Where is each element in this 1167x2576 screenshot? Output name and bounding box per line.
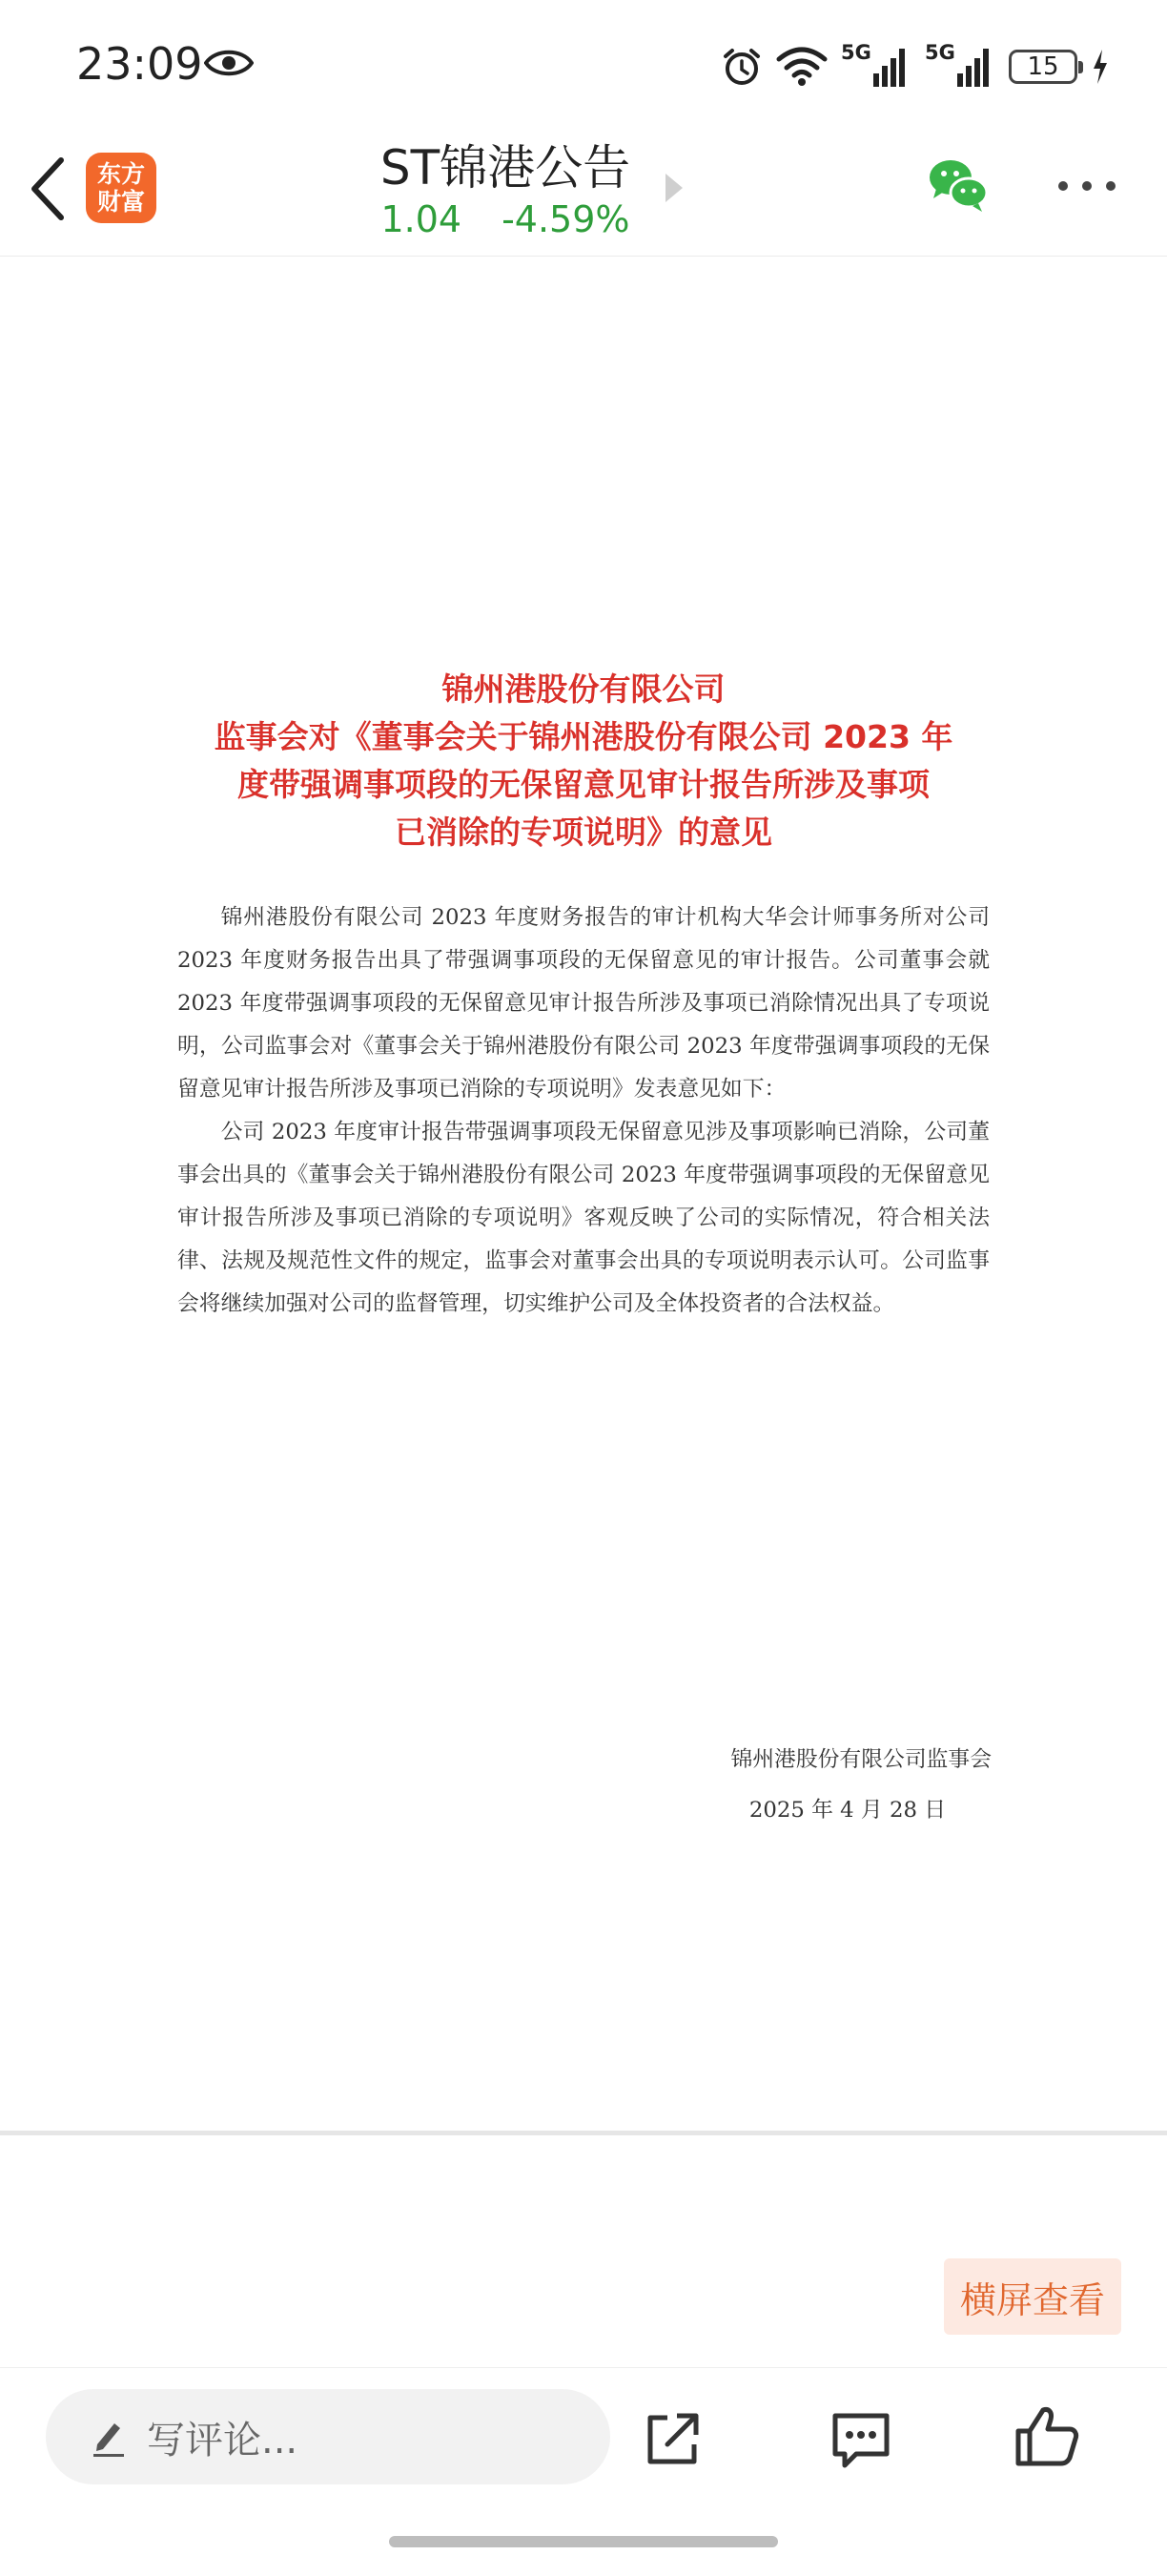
wechat-icon — [925, 151, 992, 217]
more-options-button[interactable] — [1054, 172, 1120, 200]
logo-line-2: 财富 — [96, 188, 145, 216]
status-bar — [0, 0, 1167, 124]
charging-bolt-icon — [1091, 48, 1110, 86]
body-paragraph: 公司 2023 年度审计报告带强调事项段无保留意见涉及事项影响已消除，公司董事会出具的《董事会关于锦州港股份有限公司 2023 年度带强调事项段的无保留意见审计报告所涉及事项已消除的专项说明》客观反映了公司的实际情况，符合相关法律、法规及规范性文件的规定，监事会对董事会出具的专项说明表示认可。公司监事会将继续加强对公司的监督管理，切实维护公司及全体投资者的合法权益。 — [177, 1120, 990, 1316]
signal-bars-icon — [925, 45, 995, 89]
status-time: 23:09 — [76, 38, 203, 90]
alarm-icon — [721, 46, 763, 88]
cellular-signal-2 — [925, 41, 995, 89]
document-title-line: 度带强调事项段的无保留意见审计报告所涉及事项 — [237, 766, 930, 803]
document-title — [162, 666, 1005, 856]
document-body — [177, 896, 990, 1326]
stock-change: -4.59% — [502, 198, 630, 240]
announcement-document — [0, 258, 1167, 2134]
like-button[interactable] — [1013, 2402, 1081, 2471]
body-paragraph: 锦州港股份有限公司 2023 年度财务报告的审计机构大华会计师事务所对公司 2023 年度财务报告出具了带强调事项段的无保留意见的审计报告。公司董事会就 2023 年度带强调事项段的无保留意见审计报告所涉及事项已消除情况出具了专项说明，公司监事会对《董事会关于锦州港股份有限公司 2023 年度带强调事项段的无保留意见审计报告所涉及事项已消除的专项说明》发表意见如下： — [177, 905, 990, 1102]
document-title-line: 已消除的专项说明》的意见 — [395, 814, 772, 851]
share-external-icon — [639, 2406, 706, 2473]
landscape-view-button[interactable]: 横屏查看 — [944, 2258, 1121, 2335]
comment-input[interactable] — [46, 2389, 610, 2484]
content-divider — [0, 2131, 1167, 2135]
signal-type-label: 5G — [925, 41, 955, 64]
comments-button[interactable] — [828, 2406, 894, 2473]
back-button[interactable] — [21, 153, 74, 225]
stock-quote — [362, 198, 648, 240]
share-button[interactable] — [639, 2406, 706, 2473]
wechat-share-button[interactable] — [925, 151, 992, 217]
back-arrow-icon — [21, 153, 74, 225]
signature-organization: 锦州港股份有限公司监事会 — [730, 1747, 992, 1772]
cellular-signal-1 — [841, 41, 911, 89]
eye-icon — [204, 46, 254, 80]
battery-indicator — [1009, 50, 1077, 84]
eastmoney-logo — [86, 153, 156, 223]
expand-arrow-icon[interactable] — [664, 172, 685, 204]
home-indicator[interactable] — [389, 2536, 778, 2547]
bottom-action-bar — [0, 2367, 1167, 2576]
document-title-line: 监事会对《董事会关于锦州港股份有限公司 2023 年 — [214, 718, 953, 755]
wifi-icon — [776, 46, 828, 88]
battery-level: 15 — [1027, 52, 1059, 81]
comment-bubble-icon — [828, 2406, 894, 2473]
signal-type-label: 5G — [841, 41, 871, 64]
stock-price: 1.04 — [380, 198, 462, 240]
signal-bars-icon — [841, 45, 911, 89]
more-dots-icon — [1054, 172, 1120, 200]
pencil-icon — [90, 2416, 128, 2458]
document-title-line: 锦州港股份有限公司 — [441, 670, 726, 708]
logo-line-1: 东方 — [96, 160, 145, 188]
app-header — [0, 124, 1167, 257]
comment-placeholder: 写评论... — [147, 2418, 298, 2463]
signature-date: 2025 年 4 月 28 日 — [748, 1798, 946, 1823]
thumbs-up-icon — [1013, 2402, 1081, 2471]
document-signature — [591, 1741, 992, 1824]
stock-title[interactable]: ST锦港公告 — [379, 140, 631, 196]
status-icons — [721, 42, 1110, 92]
